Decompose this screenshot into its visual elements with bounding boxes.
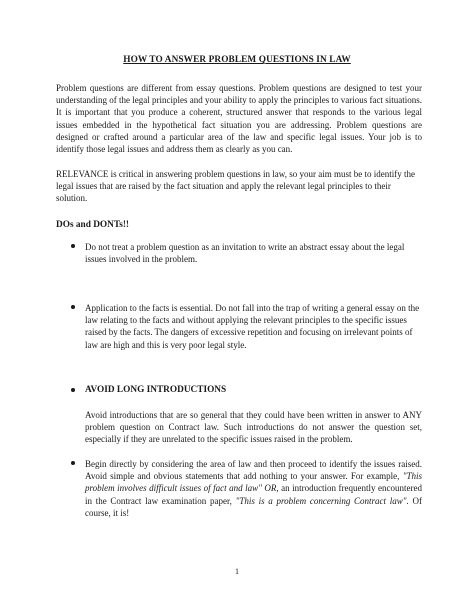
bullet-3-part-2: an introduction frequently encountered in the Contract law examination paper, xyxy=(85,483,422,506)
bullet-icon xyxy=(71,305,75,309)
document-title: HOW TO ANSWER PROBLEM QUESTIONS IN LAW xyxy=(123,55,351,65)
bullet-text-2: Application to the facts is essential. Do not fall into the trap of writing a general essay on the law relating to the facts and without applying the relevant principles to the specific issues raised by the facts. The dangers of excessive repetition and focusing on irrelevant points of law are high and this is very poor legal style. xyxy=(85,303,420,350)
bullet-3-part-3: Of course, it is! xyxy=(85,495,422,518)
relevance-paragraph: RELEVANCE is critical in answering problem questions in law, so your aim must be to identify the legal issues that are raised by the fact situation and apply the relevant legal principles to their solution. xyxy=(56,169,415,204)
bullet-3-quote-1: "This problem involves difficult issues of fact and law" OR, xyxy=(85,471,422,494)
intro-paragraph: Problem questions are different from essay questions. Problem questions are designed to test your understanding of the legal principles and your ability to apply the principles to various fact situations. It is important that you produce a coherent, structured answer that responds to the various legal issues embedded in the hypothetical fact situation you are addressing. Problem questions are designed or crafted around a particular area of the law and specific legal issues. Your job is to identify those legal issues and address them as clearly as you can. xyxy=(56,83,422,155)
avoid-heading-item xyxy=(71,385,422,395)
bullet-icon xyxy=(71,244,75,248)
bullet-item-2 xyxy=(71,302,422,351)
avoid-paragraph: Avoid introductions that are so general that they could have been written in answer to ANY problem question on Contract law. Such introductions do not answer the question set, especially if they are unrelated to the specific issues raised in the problem. xyxy=(85,410,422,445)
bullet-3-quote-2: "This is a problem concerning Contract law". xyxy=(235,495,409,506)
dos-and-donts-heading: DOs and DONTs!! xyxy=(56,220,130,230)
bullet-icon xyxy=(71,461,75,465)
bullet-3-part-1: Begin directly by considering the area of law and then proceed to identify the issues raised. Avoid simple and obvious statements that add nothing to your answer. For example, xyxy=(85,459,422,482)
avoid-long-introductions-heading: AVOID LONG INTRODUCTIONS xyxy=(85,385,227,395)
bullet-item-1 xyxy=(71,241,422,265)
bullet-text-1: Do not treat a problem question as an invitation to write an abstract essay about the legal issues involved in the problem. xyxy=(85,242,405,265)
bullet-icon xyxy=(71,388,75,392)
bullet-text-3 xyxy=(85,458,422,519)
page-number: 1 xyxy=(235,567,239,576)
bullet-item-3 xyxy=(71,458,422,519)
